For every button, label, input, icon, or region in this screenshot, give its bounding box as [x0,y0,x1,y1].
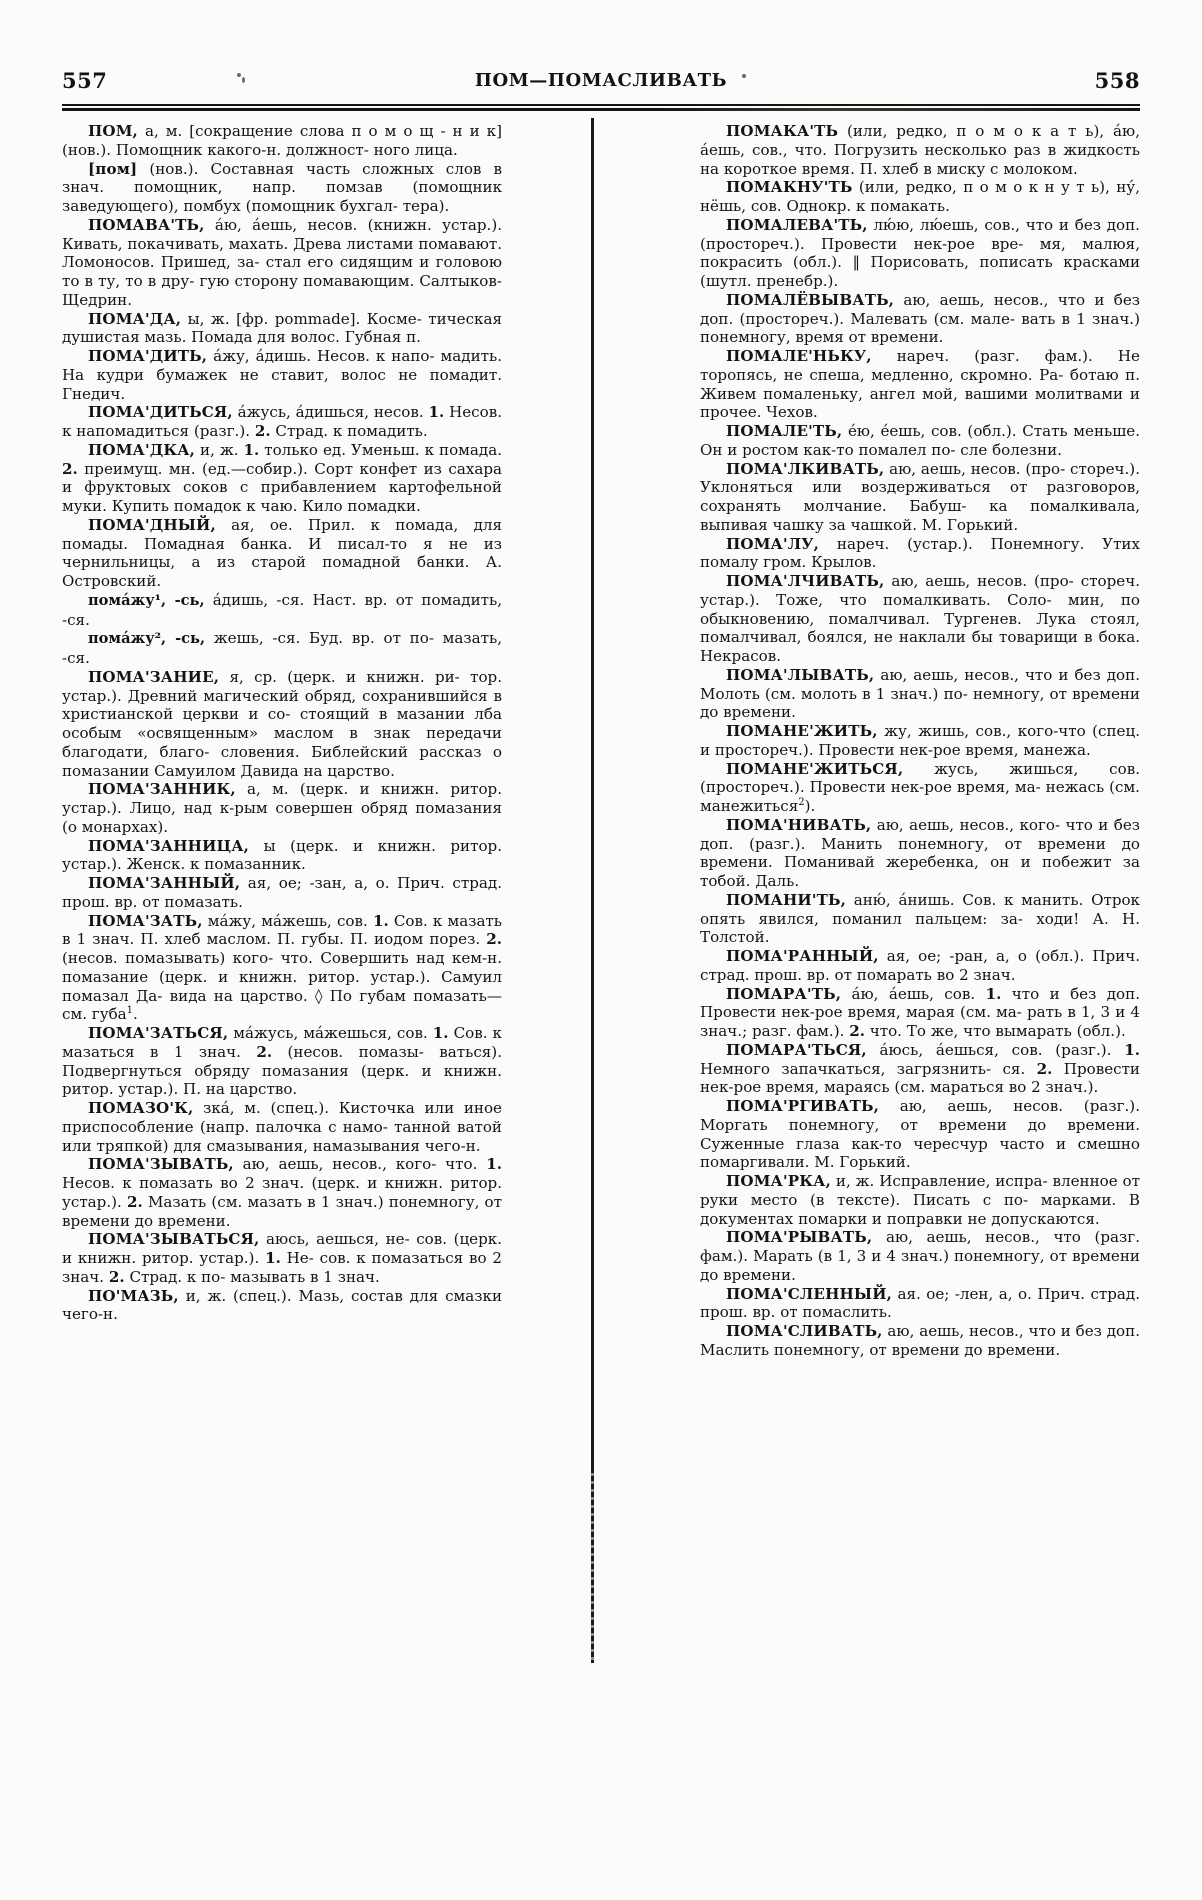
entry-headword: ПОМА'ЗАНИЕ, [88,667,220,686]
entry-definition: áю, áешь, сов. 1. что и без доп. Провести нек-рое время, марая (см. ма- рать в 1, 3 и 4 знач.; разг. фам.). 2. что. То же, что вымарать (обл.). [700,984,1140,1040]
entry-definition: (нов.). Составная часть сложных слов в знач. помощник, напр. помзав (помощник заведующего), помбух (помощник бухгал- тера). [62,159,502,215]
entry-headword: ПОМА'ЛЫВАТЬ, [726,665,875,684]
entry-definition: ая, ое; -ран, а, о (обл.). Прич. страд. прош. вр. от помарать во 2 знач. [700,947,1140,984]
dictionary-entry [700,460,1140,535]
entry-headword: ПОМАНЕ'ЖИТЬСЯ, [726,759,904,778]
entry-headword: ПОМА'СЛИВАТЬ, [726,1322,883,1340]
dictionary-entry [62,1287,502,1325]
entry-headword: ПОМАЛЕВА'ТЬ, [726,215,868,234]
dictionary-entry [62,1024,502,1099]
entry-definition: аю, аешь, несов., что и без доп. Маслить понемногу, от времени до времени. [700,1322,1140,1359]
entry-definition: мáжу, мáжешь, сов. 1. Сов. к мазать в 1 знач. П. хлеб маслом. П. губы. П. иодом порез. 2. (несов. помазывать) кого- что. Совершить над кем-н. помазание (церк. и книжн. ритор. устар.). Самуил помазал Да- вида на царство. ◊ По губам помазать— см. губа$^1$. [62,911,503,1024]
entry-definition: áдишь, -ся. Наст. вр. от помадить, -ся. [62,590,502,629]
dictionary-entry [62,347,502,403]
entry-definition: нареч. (разг. фам.). Не торопясь, не спеша, медленно, скромно. Ра- ботаю п. Живем помаленьку, ангел мой, вашими молитвами и прочее. Чехов. [700,347,1140,422]
entry-headword: ПОМА'ЗАННИК, [88,780,236,799]
dictionary-entry [700,1041,1140,1097]
dictionary-entry [700,1285,1140,1323]
entry-definition: éю, éешь, сов. (обл.). Стать меньше. Он и ростом как-то помалел по- сле болезни. [700,422,1140,459]
entry-headword: ПОМАВА'ТЬ, [88,215,205,234]
entry-definition: я, ср. (церк. и книжн. ри- тор. устар.). Древний магический обряд, сохранившийся в христианской церкви и со- стоящий в мазании лба особым «освященным» маслом в знак передачи благодати, благо- словения. Библейский рассказ о помазании Самуилом Давида на царство. [62,667,502,780]
entry-headword: ПОМА'ЛУ, [726,534,820,553]
dictionary-entry [700,722,1140,760]
dictionary-entry [700,1172,1140,1228]
entry-definition: áжусь, áдишься, несов. 1. Несов. к напомадиться (разг.). 2. Страд. к помадить. [62,403,502,440]
dictionary-entry [62,122,502,160]
dictionary-entry [700,891,1140,947]
entry-definition: аю, аешь, несов., что и без доп. Молоть (см. молоть в 1 знач.) по- немногу, от времени до времени. [700,665,1140,722]
entry-definition: аю, аешь, несов. (разг.). Моргать понемногу, от времени до времени. Суженные глаза как-то чересчур часто и смешно помаргивали. М. Горький. [700,1097,1140,1172]
entry-headword: ПОМА'ДИТЬ, [88,347,208,365]
entry-definition: аю, аешь, несов., кого- что. 1. Несов. к помазать во 2 знач. (церк. и книжн. ритор. устар.). 2. Мазать (см. мазать в 1 знач.) понемногу, от времени до времени. [62,1155,502,1230]
entry-headword: ПОМА'ЗАННИЦА, [88,836,250,855]
entry-headword: ПОМА'ДКА, [88,440,196,459]
dictionary-entry [700,572,1140,666]
dictionary-entry [62,310,502,348]
dictionary-entry [62,874,502,912]
entry-headword: ПОМА'ДИТЬСЯ, [88,403,233,422]
entry-definition: и, ж. (спец.). Мазь, состав для смазки чего-н. [62,1286,502,1324]
header-divider-rule [62,104,1140,111]
entry-headword: ПОМА'ЗАННЫЙ, [88,874,241,892]
dictionary-entry [700,760,1140,816]
dictionary-entry [62,780,502,836]
dictionary-entry [62,1155,502,1230]
dictionary-entry [700,535,1140,573]
entry-headword: ПОМА'ДА, [88,309,182,328]
dictionary-entry [700,1228,1140,1284]
entry-definition: и, ж. Исправление, испра- вленное от руки место (в тексте). Писать с по- марками. В документах помарки и поправки не допускаются. [700,1172,1140,1228]
entry-headword: ПОМАЛЕ'ТЬ, [726,422,843,440]
rule-line-top [62,104,1140,106]
entry-headword: ПОМАЛЕ'НЬКУ, [726,347,872,365]
dictionary-entry [62,912,502,1025]
column-gutter-rule [591,118,594,1663]
entry-definition: аю, аешь, несов. (про- стореч. устар.). Тоже, что помалкивать. Соло- мин, по обыкновению, помалчивал. Тургенев. Лука стоял, помалчивал, боялся, не наклали бы товарищи в бока. Некрасов. [700,572,1140,665]
entry-headword: ПОМА'ЛЧИВАТЬ, [726,572,885,590]
entry-headword: помáжу¹, -сь, [88,591,205,609]
entry-definition: ая, ое. Прил. к помада, для помады. Помадная банка. И писал-то я не из чернильницы, а из старой помадной банки. А. Островский. [62,515,502,590]
scan-speck-icon [242,77,245,83]
entry-definition: ы, ж. [фр. pommade]. Косме- тическая душистая мазь. Помада для волос. Губная п. [62,309,502,347]
entry-definition: (или, редко, п о м о к н у т ь), ну́, нёшь, сов. Однокр. к помакать. [700,178,1140,215]
entry-headword: ПОМА'РЫВАТЬ, [726,1228,873,1247]
entry-definition: жешь, -ся. Буд. вр. от по- мазать, -ся. [62,629,503,667]
entry-headword: [пом] [88,159,138,178]
entry-headword: помáжу², -сь, [88,630,206,648]
left-column [62,122,502,1324]
dictionary-entry [700,666,1140,722]
dictionary-entry [62,516,502,591]
dictionary-entry [62,1230,502,1286]
dictionary-entry [62,403,502,441]
dictionary-entry [62,591,502,630]
dictionary-entry [700,122,1140,178]
text-body [62,122,1140,1782]
dictionary-entry [700,216,1140,291]
entry-definition: áжу, áдишь. Несов. к напо- мадить. На кудри бумажек не ставит, волос не помадит. Гнедич. [62,347,502,403]
entry-headword: ПОМА'ЗЫВАТЬ, [88,1155,234,1174]
dictionary-entry [62,837,502,875]
entry-headword: ПОМАКНУ'ТЬ [726,178,853,197]
dictionary-entry [700,422,1140,460]
dictionary-entry [700,347,1140,422]
entry-definition: аю, аешь, несов. (про- стореч.). Уклоняться или воздерживаться от разговоров, сохранять молчание. Бабуш- ка помалкивала, выпивая чашку за чашкой. М. Горький. [700,459,1140,534]
dictionary-entry [700,291,1140,347]
entry-headword: ПОМАРА'ТЬСЯ, [726,1040,867,1059]
running-head: ПОМ—ПОМАСЛИВАТЬ [474,70,728,91]
dictionary-entry [62,441,502,516]
entry-headword: ПОМА'ЛКИВАТЬ, [726,459,885,478]
entry-headword: ПОМА'СЛЕННЫЙ, [726,1284,893,1303]
dictionary-entry [62,1099,502,1155]
entry-definition: и, ж. 1. только ед. Уменьш. к помада. 2. преимущ. мн. (ед.—собир.). Сорт конфет из сахара и фруктовых соков с прибавлением картофельной муки. Купить помадок к чаю. Кило помадки. [62,440,502,515]
page-header [62,68,1140,102]
dictionary-entry [62,629,502,668]
entry-headword: ПОМА'РАННЫЙ, [726,947,879,965]
entry-headword: ПОМА'ДНЫЙ, [88,515,216,534]
entry-definition: аюсь, аешься, не- сов. (церк. и книжн. ритор. устар.). 1. Не- сов. к помазаться во 2 знач. 2. Страд. к по- мазывать в 1 знач. [62,1230,503,1286]
dictionary-entry [62,216,502,310]
entry-definition: ы (церк. и книжн. ритор. устар.). Женск. к помазанник. [62,836,502,874]
dictionary-entry [700,985,1140,1041]
entry-definition: (или, редко, п о м о к а т ь), áю, áешь, сов., что. Погрузить несколько раз в жидкость на короткое время. П. хлеб в миску с молоком. [700,122,1140,178]
folio-right: 558 [1094,68,1140,93]
folio-left: 557 [62,68,108,93]
right-column [700,122,1140,1360]
entry-definition: аю, аешь, несов., кого- что и без доп. (разг.). Манить понемногу, от времени до времени. Поманивай жеребенка, он и побежит за тобой. Даль. [700,815,1140,890]
entry-headword: ПОМАРА'ТЬ, [726,984,842,1003]
dictionary-entry [62,160,502,216]
entry-definition: жусь, жишься, сов. (простореч.). Провести нек-рое время, ма- нежась (см. манежиться$^2$). [700,759,1140,815]
entry-headword: ПОМАКА'ТЬ [726,122,839,140]
dictionary-entry [700,178,1140,216]
entry-headword: ПОМ, [88,122,138,140]
dictionary-entry [700,947,1140,985]
dictionary-entry [700,1322,1140,1360]
dictionary-entry [700,816,1140,891]
entry-definition: áю, áешь, несов. (книжн. устар.). Кивать, покачивать, махать. Древа листами помавают. Ломоносов. Пришед, за- стал его сидящим и головою то в ту, то в дру- гую сторону помавающим. Салтыков-Щедрин. [62,215,502,309]
rule-line-bottom [62,108,1140,111]
entry-definition: зкá, м. (спец.). Кисточка или иное приспособление (напр. палочка с намо- танной ватой или тряпкой) для смазывания, намазывания чего-н. [62,1099,502,1155]
entry-definition: а, м. [сокращение слова п о м о щ - н и к] (нов.). Помощник какого-н. должност- ного лица. [62,122,502,159]
entry-definition: аю, аешь, несов., что (разг. фам.). Марать (в 1, 3 и 4 знач.) понемногу, от времени до времени. [700,1228,1140,1284]
entry-headword: ПОМАНЕ'ЖИТЬ, [726,722,878,740]
entry-definition: áюсь, áешься, сов. (разг.). 1. Немного запачкаться, загрязнить- ся. 2. Провести нек-рое время, мараясь (см. мараться во 2 знач.). [700,1040,1140,1097]
entry-definition: а, м. (церк. и книжн. ритор. устар.). Лицо, над к-рым совершен обряд помазания (о монархах). [62,780,502,836]
entry-definition: жу, жишь, сов., кого-что (спец. и простореч.). Провести нек-рое время, манежа. [700,722,1140,759]
entry-definition: нареч. (устар.). Понемногу. Утих помалу гром. Крылов. [700,534,1140,572]
entry-definition: аню́, áнишь. Сов. к манить. Отрок опять явился, поманил пальцем: за- ходи! А. Н. Толстой. [700,890,1140,947]
dictionary-entry [62,668,502,781]
entry-headword: ПОМА'ЗЫВАТЬСЯ, [88,1230,260,1249]
entry-definition: лю́ю, лю́ешь, сов., что и без доп. (простореч.). Провести нек-рое вре- мя, малюя, покрасить (обл.). ‖ Порисовать, пописать красками (шутл. пренебр.). [700,215,1140,290]
entry-headword: ПОМАНИ'ТЬ, [726,890,846,909]
entry-headword: ПОМА'РГИВАТЬ, [726,1097,879,1115]
entry-headword: ПОМА'РКА, [726,1172,832,1190]
entry-definition: ая. ое; -лен, а, о. Прич. страд. прош. вр. от помаслить. [700,1284,1140,1322]
entry-headword: ПОМАЗО'К, [88,1099,194,1117]
entry-definition: мáжусь, мáжешься, сов. 1. Сов. к мазаться в 1 знач. 2. (несов. помазы- ваться). Подвергнуться обряду помазания (церк. и книжн. ритор. устар.). П. на царство. [62,1024,502,1099]
entry-definition: аю, аешь, несов., что и без доп. (простореч.). Малевать (см. мале- вать в 1 знач.) понемногу, время от времени. [700,290,1140,347]
dictionary-entry [700,1097,1140,1172]
entry-definition: ая, ое; -зан, а, о. Прич. страд. прош. вр. от помазать. [62,874,502,911]
scan-speck-icon [742,74,746,78]
entry-headword: ПОМАЛЁВЫВАТЬ, [726,290,895,309]
entry-headword: ПОМА'ЗАТЬ, [88,911,203,930]
entry-headword: ПОМА'НИВАТЬ, [726,815,872,834]
entry-headword: ПОМА'ЗАТЬСЯ, [88,1024,229,1042]
entry-headword: ПО'МАЗЬ, [88,1286,179,1305]
